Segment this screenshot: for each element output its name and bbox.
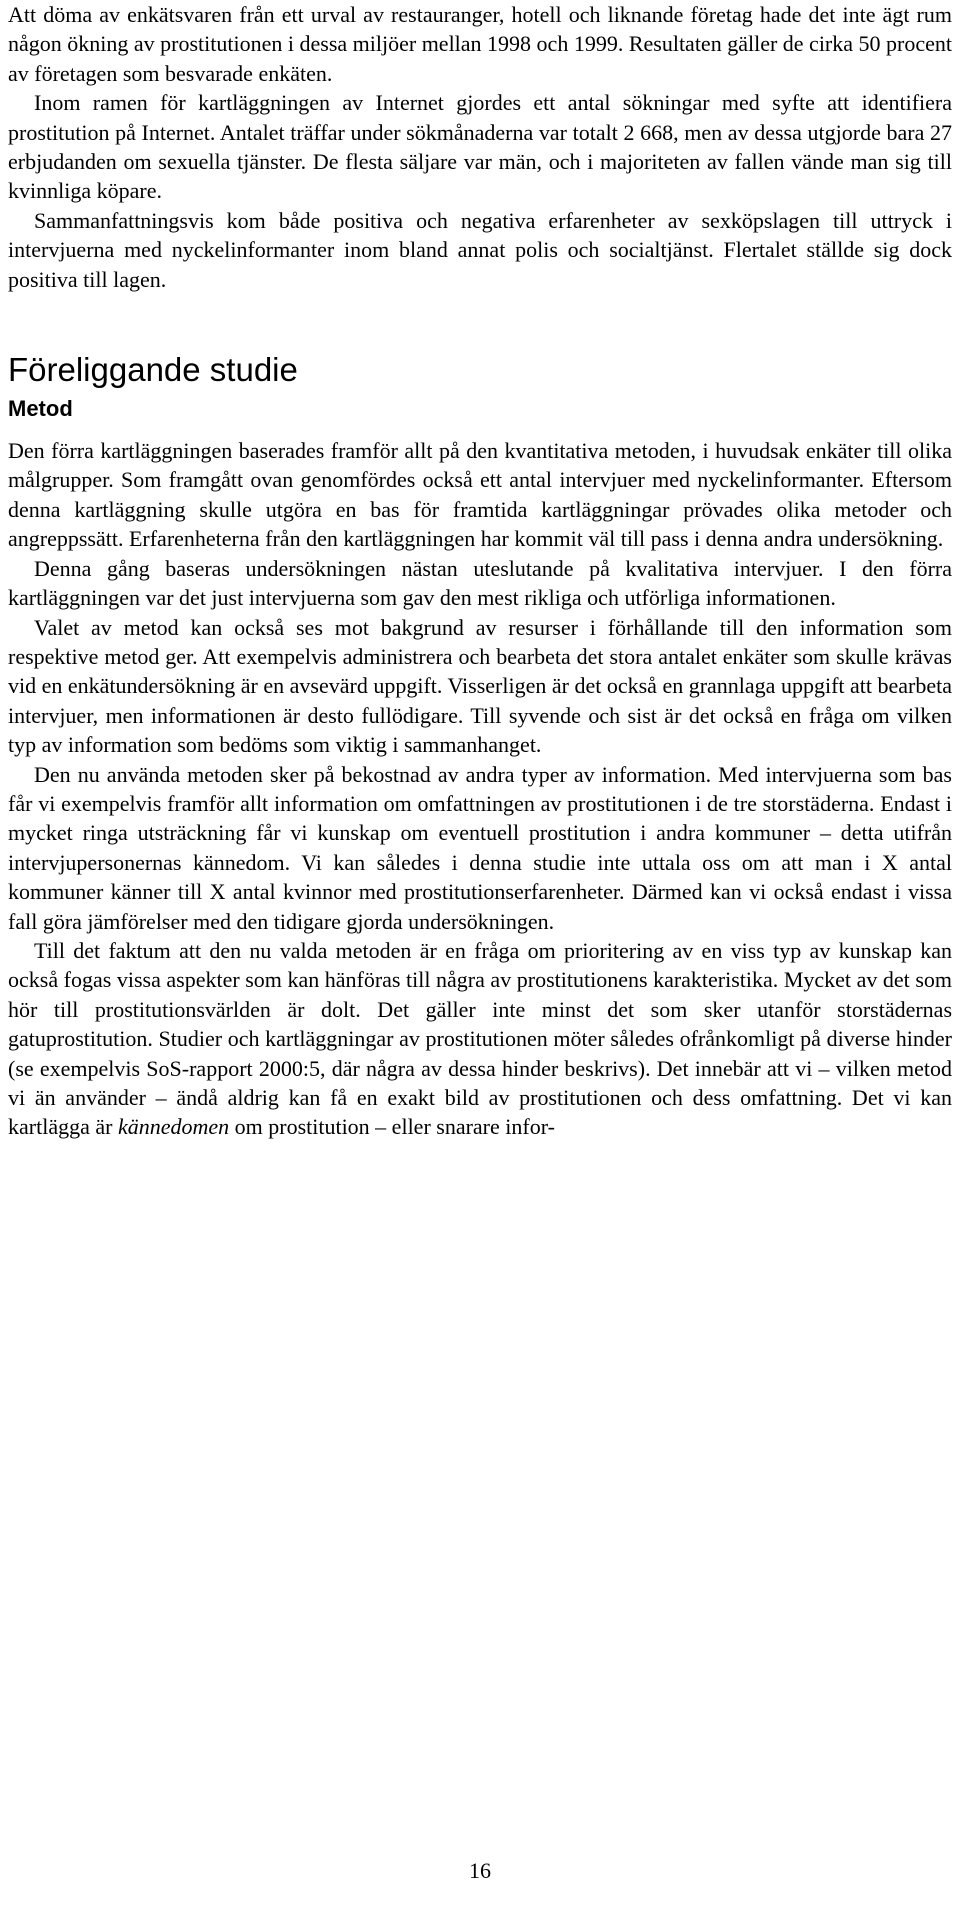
metod-paragraph-5-end: om prostitution – eller snarare infor- bbox=[229, 1114, 555, 1140]
metod-paragraph-3: Valet av metod kan också ses mot bakgrund av resurser i förhållande till den information som respektive metod ger. Att exempelvis administrera och bearbeta det stora antalet enkäter som skulle krävas vid en enkätundersökning är en avsevärd uppgift. Visserligen är det också en grannlaga uppgift att bearbeta intervjuer, men informationen är desto fullödigare. Till syvende och sist är det också en fråga om vilken typ av information som bedöms som viktig i sammanhanget. bbox=[8, 614, 952, 758]
page-number: 16 bbox=[469, 1858, 491, 1883]
metod-paragraph-4: Den nu använda metoden sker på bekostnad av andra typer av information. Med intervjuerna som bas får vi exempelvis framför allt information om omfattningen av prostitutionen i de tre storstäderna. Endast i mycket ringa utsträckning får vi kunskap om eventuell prostitution i andra kommuner – detta utifrån intervjupersonernas kännedom. Vi kan således i denna studie inte uttala oss om att man i X antal kommuner känner till X antal kvinnor med prostitutionserfarenheter. Därmed kan vi också endast i vissa fall göra jämförelser med den tidigare gjorda undersökningen. bbox=[8, 761, 952, 934]
metod-paragraph-5-start: Till det faktum att den nu valda metoden är en fråga om prioritering av en viss typ av kunskap kan också fogas vissa aspekter som kan hänföras till några av prostitutionens karakteristika. Mycket av det som hör till prostitutionsvärlden är dolt. Det gäller inte minst det som sker utanför storstädernas gatuprostitution. Studier och kartläggningar av prostitutionen möter således ofrånkomligt på diverse hinder (se exempelvis SoS-rapport 2000:5, där några av dessa hinder beskrivs). Det innebär att vi – vilken metod vi än använder – ändå aldrig kan få en exakt bild av prostitutionen och dess omfattning. Det vi kan kartlägga är bbox=[8, 937, 952, 1140]
section-subtitle: Metod bbox=[8, 396, 73, 422]
intro-paragraph-1: Att döma av enkätsvaren från ett urval av restauranger, hotell och liknande företag hade det inte ägt rum någon ökning av prostitutionen i dessa miljöer mellan 1998 och 1999. Resultaten gäller de cirka 50 procent av företagen som besvarade enkäten. bbox=[8, 2, 952, 86]
intro-paragraph-2: Inom ramen för kartläggningen av Internet gjordes ett antal sökningar med syfte att identifiera prostitution på Internet. Antalet träffar under sökmånaderna var totalt 2 668, men av dessa utgjorde bara 27 erbjudanden om sexuella tjänster. De flesta säljare var män, och i majoriteten av fallen vände man sig till kvinnliga köpare. bbox=[8, 90, 952, 204]
emphasized-term: kännedomen bbox=[117, 1114, 230, 1140]
metod-paragraph-1: Den förra kartläggningen baserades framför allt på den kvantitativa metoden, i huvudsak enkäter till olika målgrupper. Som framgått ovan genomfördes också ett antal intervjuer med nyckelinformanter. Eftersom denna kartläggning skulle utgöra en bas för framtida kartläggningar prövades olika metoder och angreppssätt. Erfarenheterna från den kartläggningen har kommit väl till pass i denna andra undersökning. bbox=[8, 438, 952, 552]
metod-paragraph-2: Denna gång baseras undersökningen nästan uteslutande på kvalitativa intervjuer. I den förra kartläggningen var det just intervjuerna som gav den mest rikliga och utförliga informationen. bbox=[8, 555, 952, 611]
section-title: Föreliggande studie bbox=[8, 351, 298, 389]
intro-paragraph-3: Sammanfattningsvis kom både positiva och negativa erfarenheter av sexköpslagen till uttryck i intervjuerna med nyckelinformanter inom bland annat polis och socialtjänst. Flertalet ställde sig dock positiva till lagen. bbox=[8, 207, 952, 292]
metod-paragraph-5 bbox=[8, 936, 952, 1142]
